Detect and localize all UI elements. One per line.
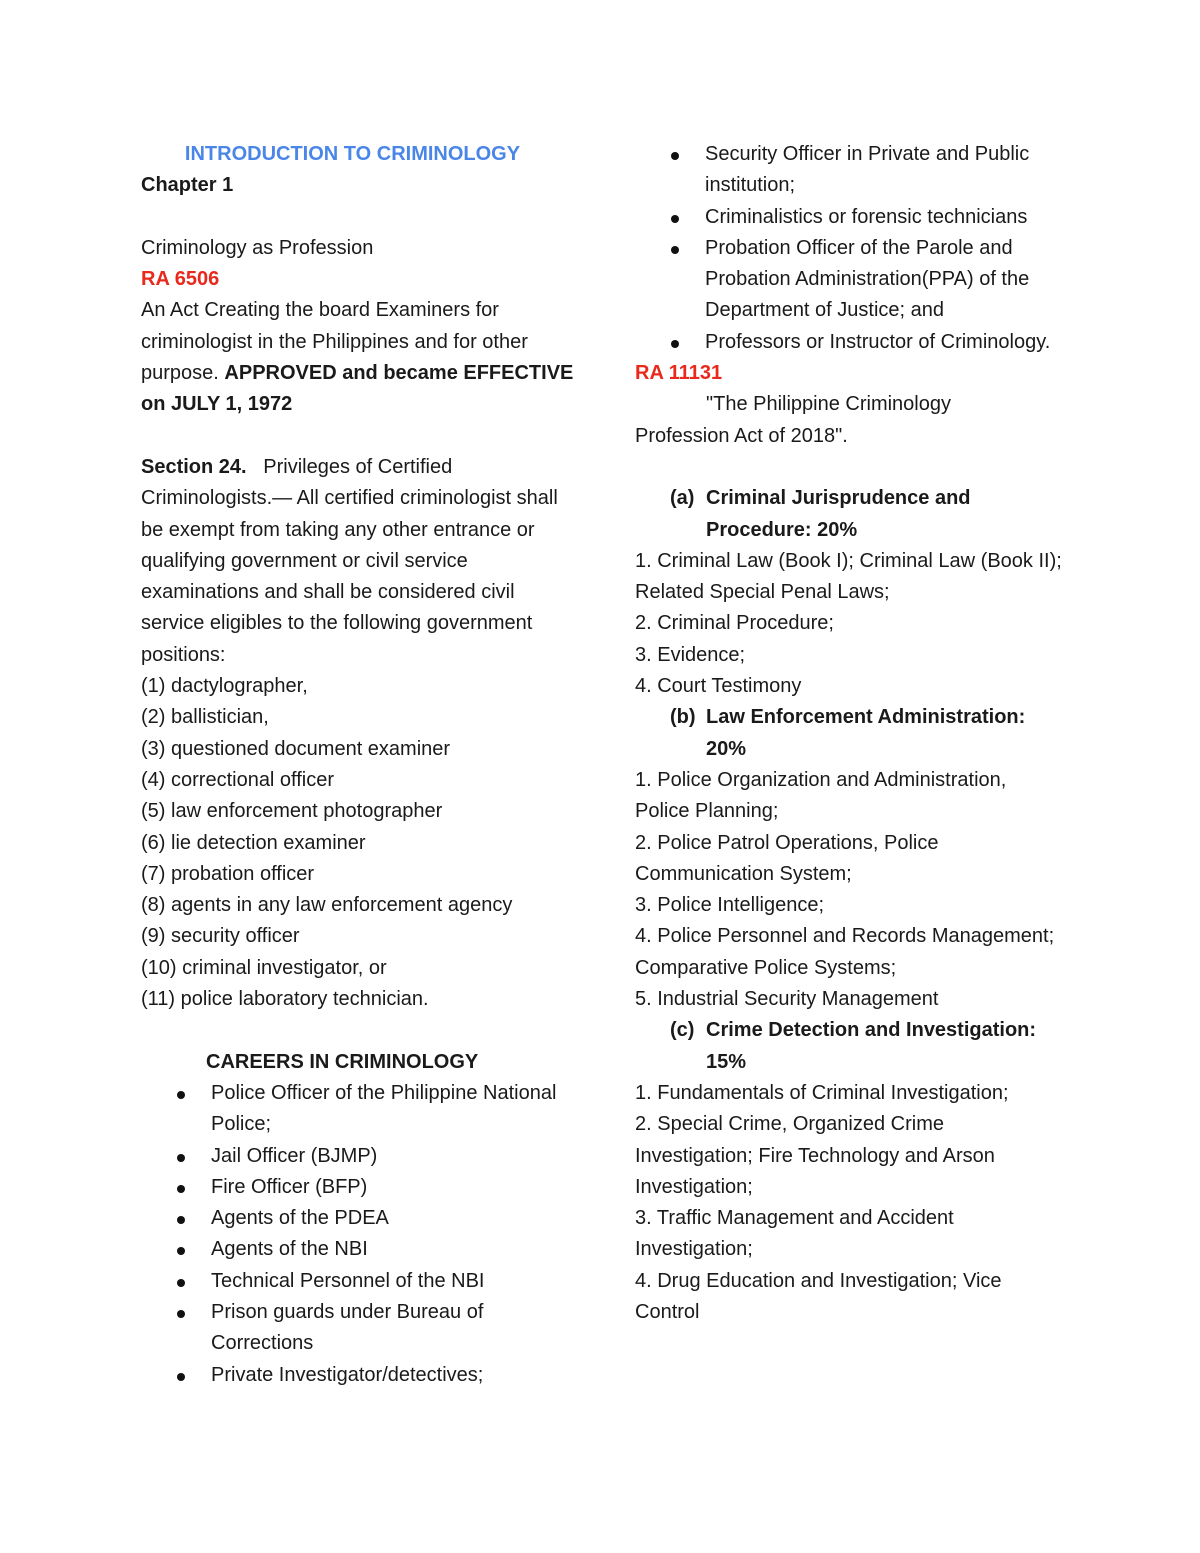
document-title: INTRODUCTION TO CRIMINOLOGY bbox=[184, 143, 521, 165]
list-item: 5. Industrial Security Management bbox=[635, 988, 939, 1011]
section-b-label: (b) bbox=[670, 706, 696, 729]
list-item: Private Investigator/detectives; bbox=[141, 1360, 581, 1391]
act-description bbox=[141, 295, 581, 420]
section-24 bbox=[141, 452, 581, 671]
list-item: 1. Criminal Law (Book I); Criminal Law (Book II); Related Special Penal Laws; bbox=[635, 549, 1062, 604]
list-item: 2. Police Patrol Operations, Police Communication System; bbox=[635, 831, 939, 885]
section-c-title: Crime Detection and Investigation: 15% bbox=[706, 1019, 1037, 1073]
right-column bbox=[635, 139, 1065, 1328]
bullet-icon bbox=[671, 152, 679, 160]
list-item: 3. Evidence; bbox=[635, 643, 746, 666]
chapter-heading: Chapter 1 bbox=[141, 174, 234, 197]
bullet-icon bbox=[177, 1373, 185, 1381]
bullet-icon bbox=[671, 246, 679, 254]
left-column bbox=[141, 139, 581, 1391]
act-approval: APPROVED and became EFFECTIVE on JULY 1, 1972 bbox=[141, 362, 574, 416]
list-item: 4. Court Testimony bbox=[635, 675, 802, 698]
section-a-heading bbox=[635, 483, 1065, 546]
act-title-line2: Profession Act of 2018". bbox=[635, 424, 848, 447]
ra-6506-label: RA 6506 bbox=[141, 268, 220, 291]
list-item: Technical Personnel of the NBI bbox=[141, 1266, 581, 1297]
bullet-icon bbox=[177, 1216, 185, 1224]
list-item: Probation Officer of the Parole and Probation Administration(PPA) of the Department of Justice; and bbox=[635, 233, 1065, 327]
list-item: (8) agents in any law enforcement agency bbox=[141, 894, 513, 917]
list-item: 1. Police Organization and Administration, Police Planning; bbox=[635, 768, 1007, 823]
section-c-label: (c) bbox=[670, 1019, 695, 1042]
list-item: (10) criminal investigator, or bbox=[141, 956, 387, 979]
section-b-title: Law Enforcement Administration: 20% bbox=[706, 706, 1026, 760]
list-item: (3) questioned document examiner bbox=[141, 737, 451, 760]
bullet-icon bbox=[177, 1310, 185, 1318]
bullet-icon bbox=[177, 1247, 185, 1255]
list-item: 2. Special Crime, Organized Crime Investigation; Fire Technology and Arson Investigation; bbox=[635, 1113, 995, 1198]
list-item: (1) dactylographer, bbox=[141, 675, 308, 698]
section-text: Privileges of Certified Criminologists.— All certified criminologist shall be exempt from taking any other entrance or qualifying government or civil service examinations and shall be considered civil service eligibles to the following government positions: bbox=[141, 455, 558, 666]
positions-list bbox=[141, 671, 581, 1015]
section-b-heading bbox=[635, 702, 1065, 765]
list-item: (6) lie detection examiner bbox=[141, 831, 366, 854]
section-a-label: (a) bbox=[670, 487, 695, 510]
ra-11131-label: RA 11131 bbox=[635, 362, 723, 385]
act-text: An Act Creating the board Examiners for criminologist in the Philippines and for other purpose. bbox=[141, 299, 528, 385]
bullet-icon bbox=[671, 215, 679, 223]
list-item: (2) ballistician, bbox=[141, 706, 269, 729]
list-item: 2. Criminal Procedure; bbox=[635, 612, 834, 635]
list-item: (9) security officer bbox=[141, 925, 300, 948]
list-item: 3. Police Intelligence; bbox=[635, 894, 825, 917]
careers-heading: CAREERS IN CRIMINOLOGY bbox=[206, 1050, 479, 1073]
list-item: Criminalistics or forensic technicians bbox=[635, 202, 1065, 233]
bullet-icon bbox=[177, 1279, 185, 1287]
subtitle: Criminology as Profession bbox=[141, 236, 374, 259]
bullet-icon bbox=[177, 1185, 185, 1193]
list-item: 4. Police Personnel and Records Management; Comparative Police Systems; bbox=[635, 925, 1055, 979]
list-item: Agents of the NBI bbox=[141, 1234, 581, 1265]
bullet-icon bbox=[177, 1154, 185, 1162]
list-item: (11) police laboratory technician. bbox=[141, 988, 429, 1011]
careers-list-continued bbox=[635, 139, 1065, 358]
list-item: 4. Drug Education and Investigation; Vice Control bbox=[635, 1269, 1002, 1323]
section-a-title: Criminal Jurisprudence and Procedure: 20% bbox=[706, 487, 971, 541]
list-item: (5) law enforcement photographer bbox=[141, 800, 443, 823]
list-item: Jail Officer (BJMP) bbox=[141, 1141, 581, 1172]
bullet-icon bbox=[177, 1091, 185, 1099]
list-item: (7) probation officer bbox=[141, 862, 315, 885]
list-item: Police Officer of the Philippine National Police; bbox=[141, 1078, 581, 1141]
list-item: Security Officer in Private and Public institution; bbox=[635, 139, 1065, 202]
section-label: Section 24. bbox=[141, 455, 247, 478]
list-item: Agents of the PDEA bbox=[141, 1203, 581, 1234]
list-item: (4) correctional officer bbox=[141, 768, 335, 791]
list-item: Fire Officer (BFP) bbox=[141, 1172, 581, 1203]
act-title-line1: "The Philippine Criminology bbox=[706, 393, 951, 416]
list-item: Professors or Instructor of Criminology. bbox=[635, 327, 1065, 358]
bullet-icon bbox=[671, 340, 679, 348]
section-c-heading bbox=[635, 1015, 1065, 1078]
list-item: Prison guards under Bureau of Corrections bbox=[141, 1297, 581, 1360]
careers-list bbox=[141, 1078, 581, 1391]
list-item: 1. Fundamentals of Criminal Investigation; bbox=[635, 1081, 1009, 1104]
list-item: 3. Traffic Management and Accident Investigation; bbox=[635, 1207, 954, 1261]
